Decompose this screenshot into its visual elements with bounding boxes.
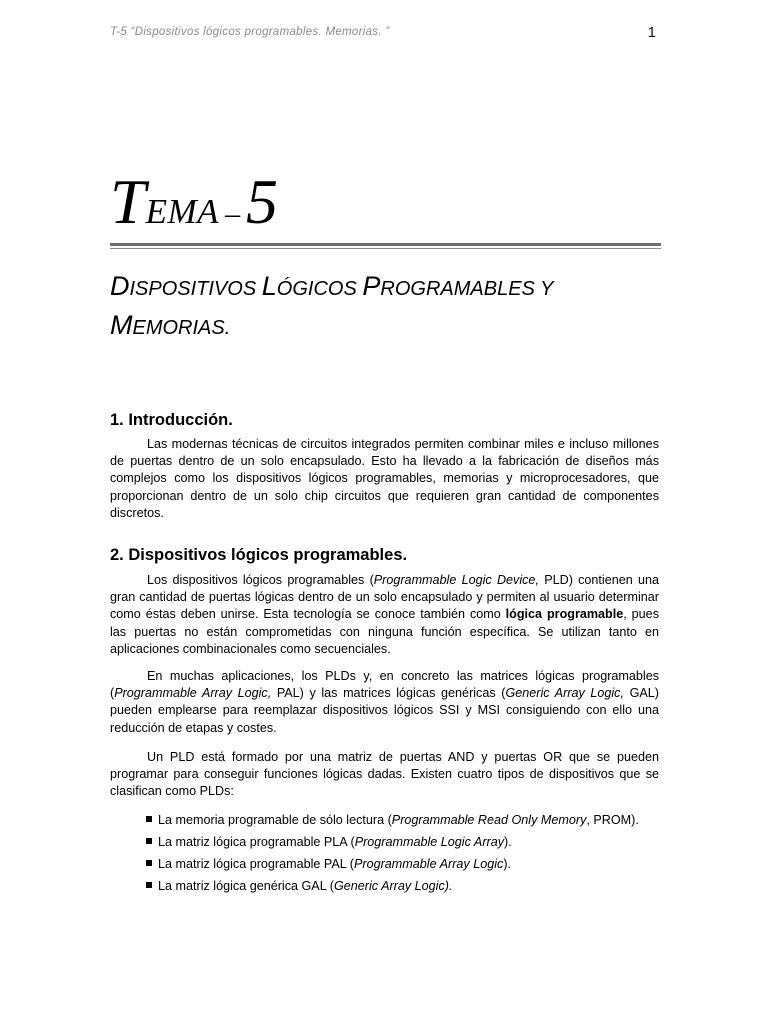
list-item-text: La matriz lógica genérica GAL ( <box>158 879 334 893</box>
paragraph-text: , pues las puertas no están comprometidas con ninguna función específica. Se utilizan tanto en aplicaciones combinacionales como secuenciales. <box>110 607 659 656</box>
chapter-title-rest: EMA <box>145 192 220 231</box>
chapter-title-initial: T <box>110 166 146 237</box>
list-item-term: Programmable Logic Array <box>354 835 505 849</box>
paragraph-bold-term: lógica programable <box>505 607 624 622</box>
paragraph-text: Un PLD está formado por una matriz de puertas AND y puertas OR que se pueden programar para conseguir funciones lógicas dadas. Existen cuatro tipos de dispositivos que se clasifican como PLDs: <box>110 750 659 799</box>
chapter-subtitle <box>110 268 670 346</box>
bullet-square-icon <box>146 838 152 844</box>
list-item-text: La matriz lógica programable PAL ( <box>158 857 354 871</box>
paragraph-introduccion <box>110 436 659 522</box>
subtitle-cap: L <box>261 271 277 301</box>
list-item-text: La memoria programable de sólo lectura ( <box>158 813 392 827</box>
list-item-term: Programmable Read Only Memory <box>391 813 587 827</box>
list-item-text: ). <box>504 835 512 849</box>
paragraph-text: Los dispositivos lógicos programables ( <box>147 573 374 587</box>
page-number: 1 <box>647 24 656 41</box>
list-item <box>146 812 639 834</box>
list-item <box>146 856 639 878</box>
paragraph-term: Generic Array Logic, <box>505 686 624 701</box>
subtitle-word: ISPOSITIVOS <box>129 278 257 300</box>
title-rule-thick <box>110 243 661 246</box>
subtitle-cap: P <box>362 271 381 301</box>
subtitle-word: ROGRAMABLES Y <box>380 278 554 300</box>
chapter-title <box>110 166 279 244</box>
chapter-title-dash: – <box>225 197 241 230</box>
paragraph-term: Programmable Logic Device, <box>373 573 539 587</box>
bullet-square-icon <box>146 860 152 866</box>
list-item-term: Programmable Array Logic <box>354 857 504 871</box>
section-heading-introduccion: 1. Introducción. <box>110 411 233 429</box>
paragraph-term: Programmable Array Logic, <box>114 686 272 701</box>
list-item-text: La matriz lógica programable PLA ( <box>158 835 355 849</box>
subtitle-cap: D <box>110 271 130 301</box>
paragraph-text: GAL) pueden emplearse para reemplazar dispositivos lógicos SSI y MSI consiguiendo con ello una reducción de etapas y costes. <box>110 686 659 735</box>
paragraph-text: PAL) y las matrices lógicas genéricas ( <box>271 686 506 701</box>
paragraph-text: PLD) contienen una gran cantidad de puertas lógicas dentro de un solo encapsulado y permiten al usuario determinar como éstas deben unirse. Esta tecnología se conoce también como <box>110 573 659 622</box>
list-item <box>146 878 639 900</box>
bullet-square-icon <box>146 816 152 822</box>
section-heading-pld: 2. Dispositivos lógicos programables. <box>110 546 408 564</box>
subtitle-word: ÓGICOS <box>276 278 357 300</box>
paragraph-pld-applications <box>110 668 659 737</box>
chapter-number: 5 <box>246 166 279 237</box>
paragraph-text: Las modernas técnicas de circuitos integrados permiten combinar miles e incluso millones de puertas dentro de un solo encapsulado. Esto ha llevado a la fabricación de diseños más complejos como los dispositivos lógicos programables, memorias y microprocesadores, que proporcionan dentro de un solo chip circuitos que requieren gran cantidad de componentes discretos. <box>110 437 659 520</box>
bullet-square-icon <box>146 882 152 888</box>
pld-types-list <box>146 812 639 900</box>
list-item-term: Generic Array Logic). <box>333 879 453 893</box>
list-item <box>146 834 639 856</box>
title-rule-thin <box>110 248 661 249</box>
list-item-text: ). <box>503 857 512 871</box>
subtitle-word: EMORIAS. <box>132 317 231 339</box>
paragraph-pld-structure <box>110 749 659 801</box>
paragraph-pld-definition <box>110 572 659 658</box>
running-header: T-5 “Dispositivos lógicos programables. Memorias. ” <box>110 26 390 38</box>
paragraph-text: En muchas aplicaciones, los PLDs y, en concreto las matrices lógicas programables ( <box>110 669 659 701</box>
subtitle-cap: M <box>110 310 133 340</box>
list-item-text: , PROM). <box>586 813 639 827</box>
